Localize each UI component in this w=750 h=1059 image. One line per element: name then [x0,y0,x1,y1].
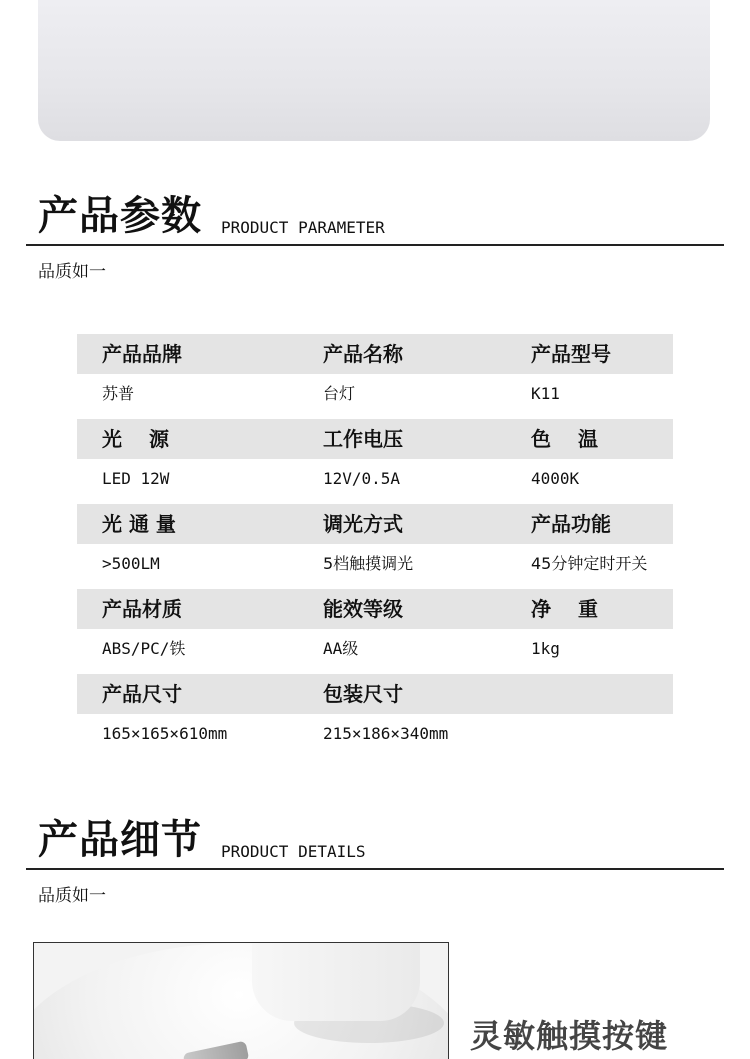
spec-value: 215×186×340mm [323,724,449,743]
detail-section-subtitle: PRODUCT DETAILS [221,842,366,861]
detail-section-divider [26,868,724,870]
spec-value: >500LM [102,554,160,573]
spec-value: 5档触摸调光 [323,554,414,573]
spec-value-row [77,629,673,669]
spec-label: 产品品牌 [102,342,182,366]
spec-label: 调光方式 [323,512,403,536]
spec-value-row [77,374,673,414]
spec-table [77,334,673,754]
spec-value: 45分钟定时开关 [531,554,648,573]
spec-value: 12V/0.5A [323,469,401,488]
spec-value-row [77,459,673,499]
spec-value: 4000K [531,469,580,488]
param-section-subtitle: PRODUCT PARAMETER [221,218,385,237]
spec-label: 产品材质 [102,597,182,621]
spec-label: 产品型号 [531,342,611,366]
param-section-divider [26,244,724,246]
spec-label: 色 温 [531,427,598,451]
spec-value: AA级 [323,639,359,658]
spec-label: 包装尺寸 [323,682,403,706]
spec-value: 苏普 [102,384,135,403]
spec-value: K11 [531,384,560,403]
spec-label: 净 重 [531,597,598,621]
spec-label: 产品功能 [531,512,611,536]
spec-value: 台灯 [323,384,356,403]
spec-label: 光 源 [102,427,169,451]
spec-label: 能效等级 [323,597,403,621]
spec-header-row [77,504,673,544]
spec-header-row [77,334,673,374]
param-section-tagline: 品质如一 [38,262,106,282]
param-section-title: 产品参数 [38,193,202,239]
spec-label: 产品名称 [323,342,403,366]
spec-header-row [77,589,673,629]
spec-value: LED 12W [102,469,170,488]
spec-label: 光 通 量 [102,512,176,536]
spec-value-row [77,544,673,584]
detail-section-tagline: 品质如一 [38,886,106,906]
spec-value-row [77,714,673,754]
touch-button-detail-image [33,942,449,1059]
detail-section-title: 产品细节 [38,817,202,863]
spec-label: 产品尺寸 [102,682,182,706]
feature-caption: 灵敏触摸按键 [470,1017,669,1055]
spec-label: 工作电压 [323,427,403,451]
spec-value: ABS/PC/铁 [102,639,186,658]
spec-value: 165×165×610mm [102,724,228,743]
spec-header-row [77,674,673,714]
spec-header-row [77,419,673,459]
spec-value: 1kg [531,639,560,658]
product-hero-image [38,0,710,141]
